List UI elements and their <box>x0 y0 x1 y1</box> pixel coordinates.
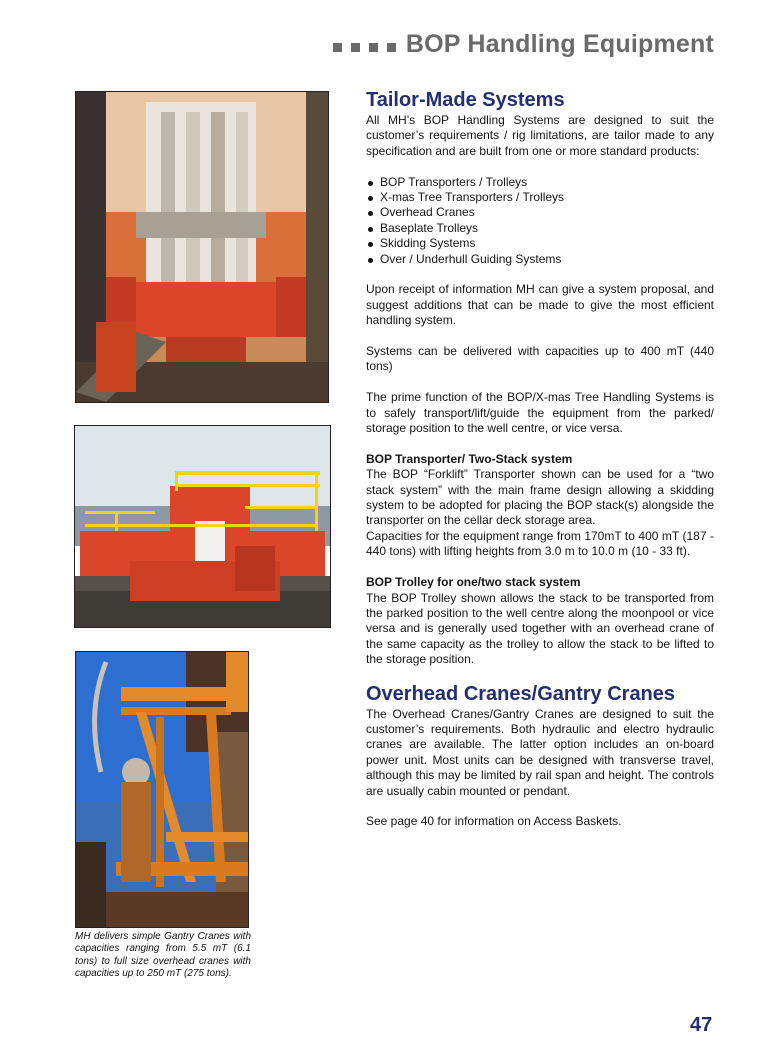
transporter-paragraph: The BOP “Forklift” Transporter shown can be used for a “two stack system” with the main frame design allowing a skidding system to be adopted for placing the BOP stack(s) alongside the transporter on the cellar deck storage area. <box>366 467 714 528</box>
page-header <box>333 30 714 59</box>
list-item: Over / Underhull Guiding Systems <box>366 252 714 267</box>
page-number: 47 <box>690 1014 713 1036</box>
prime-function-paragraph: The prime function of the BOP/X-mas Tree Handling Systems is to safely transport/lift/guide the equipment from the parked/ storage position to the well centre, or vice versa. <box>366 390 714 436</box>
header-square <box>369 43 378 52</box>
tailor-intro: All MH’s BOP Handling Systems are designed to suit the customer’s requirements / rig limitations, are tailor made to any specification and are built from one or more standard products: <box>366 113 714 158</box>
transporter-capacity-paragraph: Capacities for the equipment range from 170mT to 400 mT (187 - 440 tons) with lifting heights from 3.0 m to 10.0 m (10 - 33 ft). <box>366 528 714 559</box>
list-item: Overhead Cranes <box>366 205 714 220</box>
gantry-crane-caption: MH delivers simple Gantry Cranes with capacities ranging from 5.5 mT (6.1 tons) to full size overhead cranes with capacities up to 250 mT (275 tons). <box>75 931 251 979</box>
list-item: Skidding Systems <box>366 236 714 251</box>
access-baskets-reference: See page 40 for information on Access Baskets. <box>366 814 622 829</box>
trolley-subheading: BOP Trolley for one/two stack system <box>366 575 581 590</box>
gantry-crane-photo <box>75 651 249 928</box>
main-text-column <box>366 87 714 845</box>
list-item: BOP Transporters / Trolleys <box>366 175 714 190</box>
trolley-paragraph: The BOP Trolley shown allows the stack to be transported from the parked position to the well centre along the moonpool or vice versa and is generally used together with an overhead crane of the same capacity as the trolley to allow the stack to be lifted to the storage position. <box>366 590 714 667</box>
list-item: Baseplate Trolleys <box>366 221 714 236</box>
list-item: X-mas Tree Transporters / Trolleys <box>366 190 714 205</box>
header-square <box>351 43 360 52</box>
header-square <box>333 43 342 52</box>
capacity-paragraph: Systems can be delivered with capacities up to 400 mT (440 tons) <box>366 344 714 374</box>
product-list <box>366 175 714 267</box>
tailor-made-heading: Tailor-Made Systems <box>366 89 565 111</box>
page-header-title: BOP Handling Equipment <box>405 30 714 58</box>
system-proposal-paragraph: Upon receipt of information MH can give a system proposal, and suggest additions that can be made to give the most efficient handling system. <box>366 282 714 328</box>
transporter-subheading: BOP Transporter/ Two-Stack system <box>366 451 573 466</box>
overhead-cranes-paragraph: The Overhead Cranes/Gantry Cranes are designed to suit the customer’s requirements. Both hydraulic and electro hydraulic cranes are available. The latter option includes an on-board power unit. Most units can be designed with transverse travel, although this may be limited by rail span and height. The controls are usually cabin mounted or pendant. <box>366 706 714 798</box>
bop-transporter-photo <box>74 425 331 628</box>
header-squares <box>333 43 396 52</box>
bop-trolley-photo <box>75 91 329 403</box>
header-square <box>387 43 396 52</box>
overhead-cranes-heading: Overhead Cranes/Gantry Cranes <box>366 682 676 705</box>
